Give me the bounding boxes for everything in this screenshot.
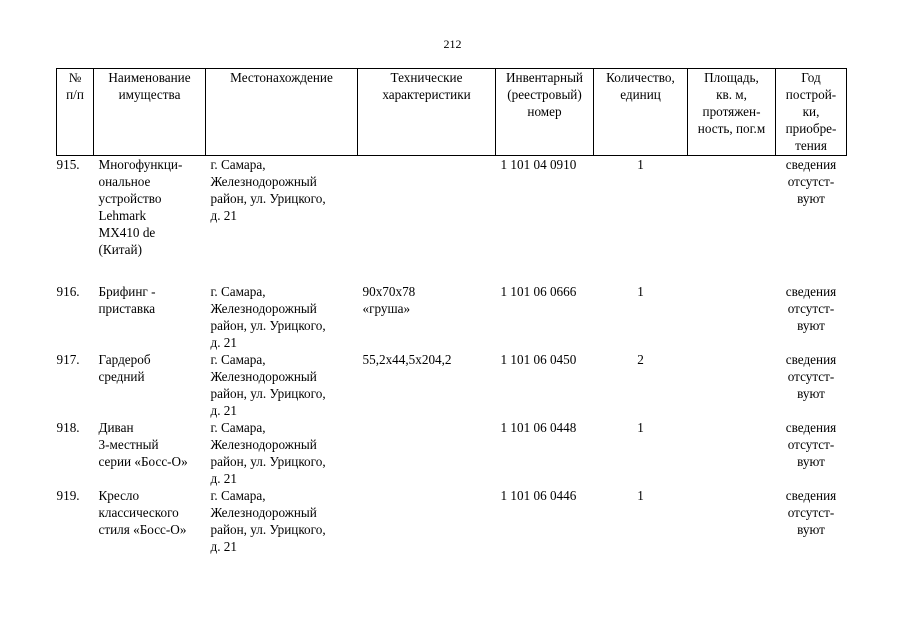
cell-line: вуют bbox=[797, 191, 825, 206]
header-line: Количество, bbox=[606, 70, 675, 85]
cell-line: район, ул. Урицкого, bbox=[210, 317, 326, 333]
cell-line: Железнодорожный bbox=[210, 300, 317, 316]
item-quantity: 2 bbox=[637, 351, 644, 367]
cell-line: сведения bbox=[785, 419, 837, 435]
header-specs bbox=[358, 69, 496, 156]
header-inventory bbox=[496, 69, 594, 156]
header-line: Год bbox=[801, 70, 821, 85]
cell-line: д. 21 bbox=[210, 538, 237, 554]
cell-line: отсутст- bbox=[787, 436, 835, 452]
header-location bbox=[206, 69, 358, 156]
item-year bbox=[776, 156, 847, 283]
cell-line: г. Самара, bbox=[210, 487, 266, 503]
cell-line: Кресло bbox=[98, 487, 140, 503]
cell-line: стиля «Босс-О» bbox=[98, 521, 187, 537]
cell-line: Диван bbox=[98, 419, 134, 435]
cell-line: «груша» bbox=[362, 300, 411, 316]
header-year bbox=[776, 69, 847, 156]
header-area bbox=[688, 69, 776, 156]
cell-line: Железнодорожный bbox=[210, 174, 317, 189]
header-line: Инвентарный bbox=[506, 70, 583, 85]
header-line: Площадь, bbox=[704, 70, 759, 85]
row-number: 916. bbox=[56, 283, 80, 299]
cell-line: район, ул. Урицкого, bbox=[210, 521, 326, 537]
cell-line: г. Самара, bbox=[210, 157, 266, 172]
header-line: ность, пог.м bbox=[697, 121, 766, 136]
row-number: 917. bbox=[56, 351, 80, 367]
item-year bbox=[776, 351, 847, 419]
item-location bbox=[206, 156, 358, 283]
cell-line: отсутст- bbox=[787, 174, 835, 189]
item-name bbox=[94, 351, 206, 419]
item-quantity: 1 bbox=[637, 419, 644, 435]
cell-line: (Китай) bbox=[98, 242, 142, 257]
cell-line: вуют bbox=[797, 453, 825, 469]
cell-line: д. 21 bbox=[210, 402, 237, 418]
header-line: № bbox=[68, 70, 82, 85]
table-row bbox=[57, 487, 847, 555]
item-area bbox=[688, 419, 776, 487]
item-name bbox=[94, 419, 206, 487]
cell-line: г. Самара, bbox=[210, 283, 266, 299]
header-line: п/п bbox=[66, 87, 84, 102]
cell-line: вуют bbox=[797, 317, 825, 333]
cell-line: ональное bbox=[98, 174, 151, 189]
property-table bbox=[56, 68, 847, 555]
item-name bbox=[94, 283, 206, 351]
item-inventory-number: 1 101 06 0666 bbox=[500, 283, 577, 299]
row-number: 915. bbox=[56, 157, 80, 172]
item-quantity: 1 bbox=[637, 157, 644, 172]
table-row bbox=[57, 283, 847, 351]
item-name bbox=[94, 487, 206, 555]
cell-line: сведения bbox=[785, 487, 837, 503]
header-line: Наименование bbox=[108, 70, 191, 85]
cell-line: район, ул. Урицкого, bbox=[210, 453, 326, 469]
cell-line: д. 21 bbox=[210, 334, 237, 350]
header-name bbox=[94, 69, 206, 156]
row-number: 918. bbox=[56, 419, 80, 435]
table-header-row bbox=[57, 69, 847, 156]
cell-line: сведения bbox=[785, 283, 837, 299]
cell-line: Железнодорожный bbox=[210, 504, 317, 520]
cell-line: г. Самара, bbox=[210, 351, 266, 367]
header-line: характеристики bbox=[382, 87, 471, 102]
header-line: имущества bbox=[118, 87, 181, 102]
cell-line: Гардероб bbox=[98, 351, 151, 367]
header-line: номер bbox=[527, 104, 562, 119]
cell-line: вуют bbox=[797, 521, 825, 537]
item-inventory-number: 1 101 04 0910 bbox=[500, 157, 577, 172]
item-location bbox=[206, 351, 358, 419]
header-line: кв. м, bbox=[716, 87, 747, 102]
item-specs bbox=[358, 283, 496, 351]
cell-line: сведения bbox=[785, 157, 837, 172]
item-specs bbox=[358, 419, 496, 487]
item-inventory-number: 1 101 06 0450 bbox=[500, 351, 577, 367]
cell-line: вуют bbox=[797, 385, 825, 401]
table-row bbox=[57, 351, 847, 419]
header-line: протяжен- bbox=[702, 104, 761, 119]
header-line: Технические bbox=[390, 70, 463, 85]
table-body bbox=[57, 69, 847, 555]
cell-line: 55,2х44,5х204,2 bbox=[362, 351, 452, 367]
item-year bbox=[776, 419, 847, 487]
cell-line: MX410 de bbox=[98, 225, 156, 240]
header-line: тения bbox=[795, 138, 827, 153]
cell-line: Брифинг - bbox=[98, 283, 156, 299]
cell-line: Железнодорожный bbox=[210, 368, 317, 384]
item-specs bbox=[358, 351, 496, 419]
item-inventory-number: 1 101 06 0446 bbox=[500, 487, 577, 503]
item-area bbox=[688, 156, 776, 283]
header-line: построй- bbox=[785, 87, 837, 102]
item-location bbox=[206, 419, 358, 487]
cell-line: г. Самара, bbox=[210, 419, 266, 435]
cell-line: приставка bbox=[98, 300, 156, 316]
cell-line: 3-местный bbox=[98, 436, 159, 452]
row-number: 919. bbox=[56, 487, 80, 503]
item-location bbox=[206, 487, 358, 555]
item-specs bbox=[358, 487, 496, 555]
cell-line: средний bbox=[98, 368, 145, 384]
cell-line: район, ул. Урицкого, bbox=[210, 385, 326, 401]
cell-line: устройство bbox=[98, 191, 162, 206]
item-year bbox=[776, 283, 847, 351]
page-number: 212 bbox=[443, 37, 462, 51]
cell-line: Многофункци- bbox=[98, 157, 183, 172]
cell-line: Lehmark bbox=[98, 208, 147, 223]
item-area bbox=[688, 487, 776, 555]
header-number bbox=[57, 69, 94, 156]
cell-line: классического bbox=[98, 504, 179, 520]
table-row bbox=[57, 156, 847, 283]
item-quantity: 1 bbox=[637, 283, 644, 299]
cell-line: д. 21 bbox=[210, 208, 237, 223]
cell-line: отсутст- bbox=[787, 300, 835, 316]
cell-line: район, ул. Урицкого, bbox=[210, 191, 326, 206]
table-row bbox=[57, 419, 847, 487]
cell-line: отсутст- bbox=[787, 504, 835, 520]
header-line: единиц bbox=[620, 87, 661, 102]
item-quantity: 1 bbox=[637, 487, 644, 503]
item-area bbox=[688, 283, 776, 351]
header-quantity bbox=[594, 69, 688, 156]
cell-line: д. 21 bbox=[210, 470, 237, 486]
item-inventory-number: 1 101 06 0448 bbox=[500, 419, 577, 435]
item-specs bbox=[358, 156, 496, 283]
cell-line: 90х70х78 bbox=[362, 283, 416, 299]
cell-line: Железнодорожный bbox=[210, 436, 317, 452]
cell-line: серии «Босс-О» bbox=[98, 453, 188, 469]
item-area bbox=[688, 351, 776, 419]
cell-line: отсутст- bbox=[787, 368, 835, 384]
item-location bbox=[206, 283, 358, 351]
item-name bbox=[94, 156, 206, 283]
item-year bbox=[776, 487, 847, 555]
header-line: приобре- bbox=[785, 121, 837, 136]
header-line: ки, bbox=[802, 104, 820, 119]
header-line: (реестровый) bbox=[507, 87, 582, 102]
cell-line: сведения bbox=[785, 351, 837, 367]
header-line: Местонахождение bbox=[230, 70, 333, 85]
